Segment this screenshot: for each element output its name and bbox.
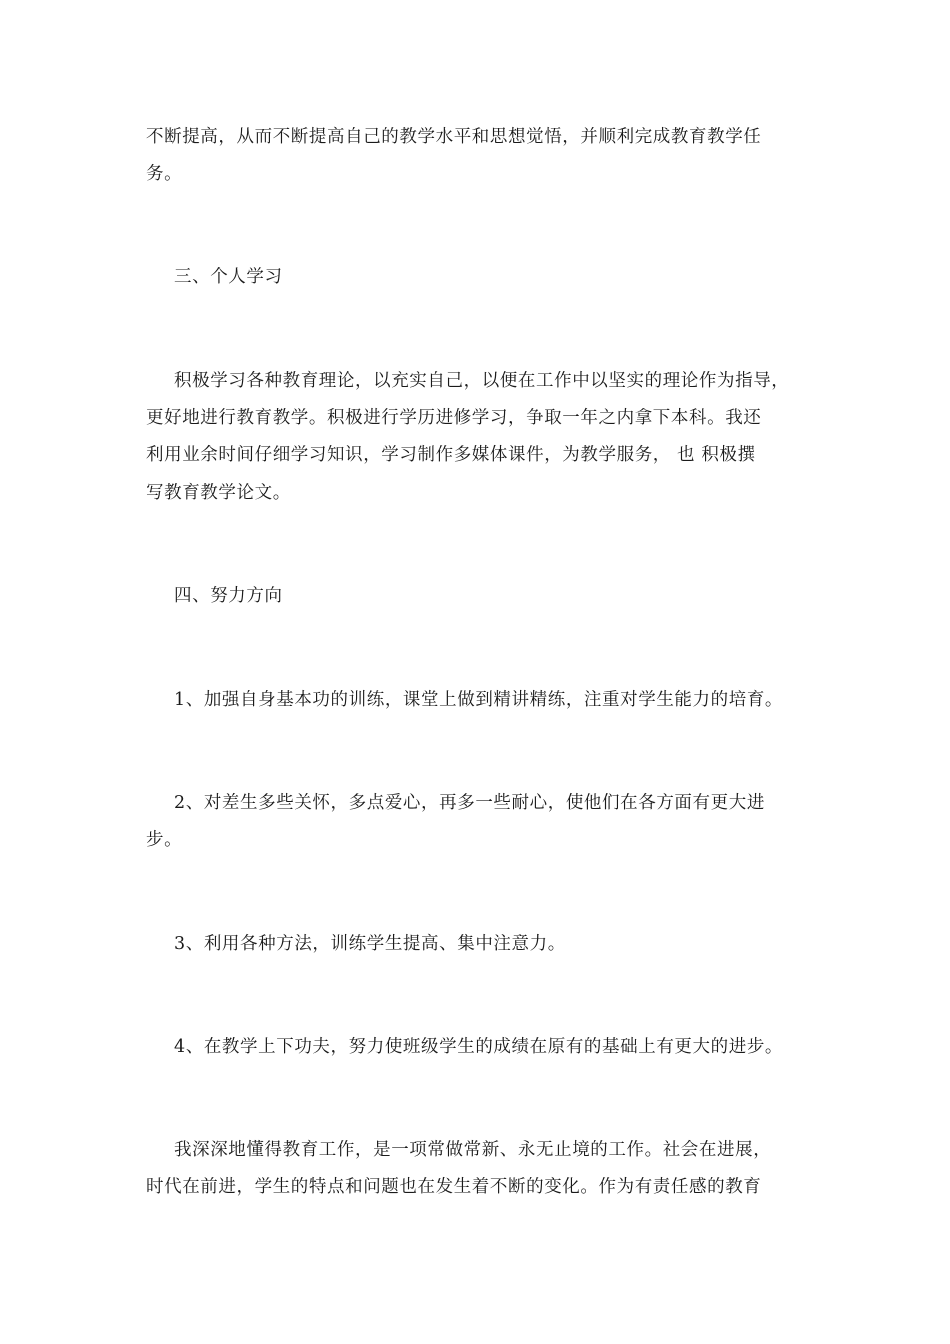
section-heading: 四、努力方向 xyxy=(174,586,283,606)
list-item: 3、利用各种方法，训练学生提高、集中注意力。 xyxy=(174,934,566,954)
text-line: 步。 xyxy=(146,830,183,850)
list-item: 4、在教学上下功夫，努力使班级学生的成绩在原有的基础上有更大的进步。 xyxy=(174,1037,784,1057)
list-item: 2、对差生多些关怀，多点爱心，再多一些耐心，使他们在各方面有更大进 xyxy=(174,793,765,813)
section-heading: 三、个人学习 xyxy=(174,267,283,287)
text-line: 更好地进行教育教学。积极进行学历进修学习，争取一年之内拿下本科。我还 xyxy=(146,408,762,428)
text-line: 时代在前进，学生的特点和问题也在发生着不断的变化。作为有责任感的教育 xyxy=(146,1177,762,1197)
text-line: 务。 xyxy=(146,164,183,184)
text-line: 写教育教学论文。 xyxy=(146,483,291,503)
list-item: 1、加强自身基本功的训练，课堂上做到精讲精练，注重对学生能力的培育。 xyxy=(174,690,784,710)
text-line: 我深深地懂得教育工作，是一项常做常新、永无止境的工作。社会在进展， xyxy=(174,1140,772,1160)
text-line: 积极学习各种教育理论，以充实自己，以便在工作中以坚实的理论作为指导， xyxy=(174,371,790,391)
text-line: 利用业余时间仔细学习知识，学习制作多媒体课件，为教学服务， 也 积极撰 xyxy=(146,445,756,465)
text-line: 不断提高，从而不断提高自己的教学水平和思想觉悟，并顺利完成教育教学任 xyxy=(146,127,762,147)
